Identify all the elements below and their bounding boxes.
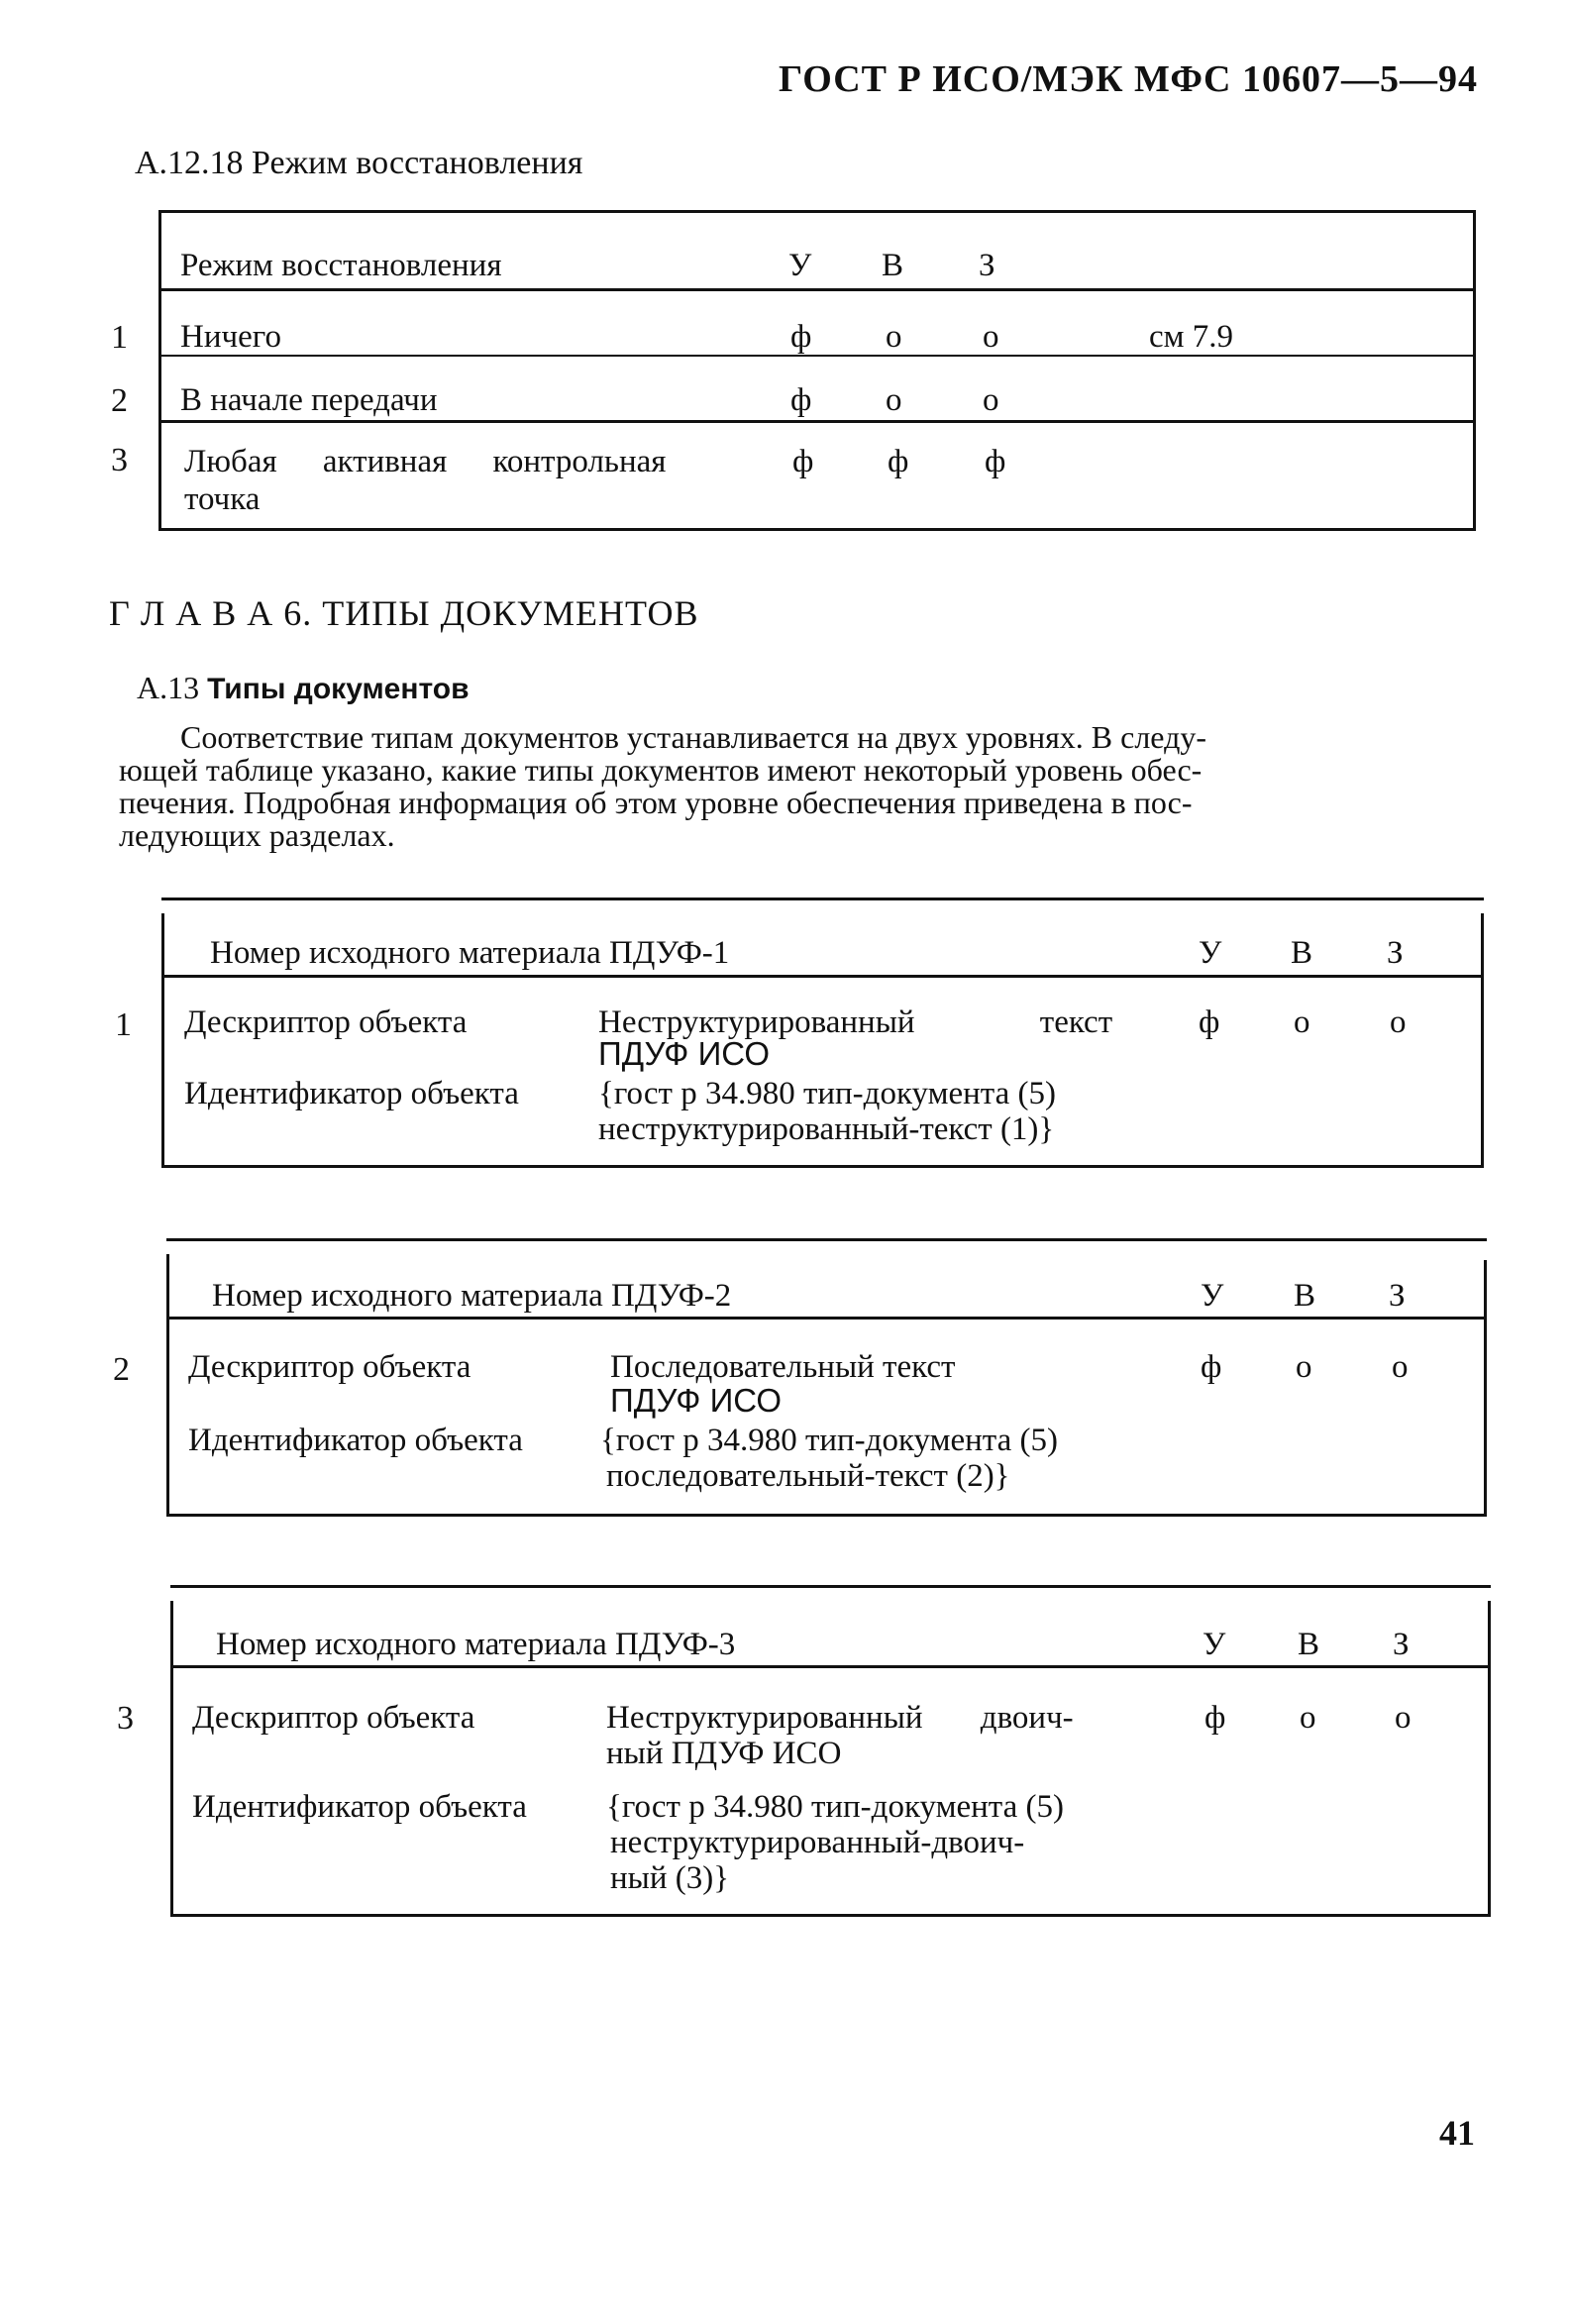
- descriptor-value: Неструктурированный двоич-: [606, 1700, 1074, 1736]
- header-v: В: [1294, 1278, 1316, 1314]
- descriptor-label: Дескриптор объекта: [188, 1349, 471, 1385]
- cell-z: о: [1395, 1700, 1412, 1736]
- table-border: [158, 210, 161, 531]
- table-header: Номер исходного материала ПДУФ-1: [210, 935, 730, 971]
- subsection-number: А.13: [137, 670, 200, 705]
- table-rule: [158, 288, 1476, 291]
- row-number: 2: [113, 1351, 130, 1388]
- row-number: 2: [111, 382, 128, 419]
- cell-z: о: [1392, 1349, 1409, 1385]
- cell-u: ф: [790, 319, 812, 355]
- table-border: [161, 913, 164, 1168]
- header-z: З: [1389, 1278, 1406, 1314]
- descriptor-label: Дескриптор объекта: [184, 1004, 468, 1040]
- table-border: [1473, 210, 1476, 531]
- table-rule: [166, 1317, 1487, 1320]
- header-v: В: [882, 248, 904, 283]
- paragraph-line: ледующих разделах.: [119, 817, 395, 853]
- cell-u: ф: [1201, 1349, 1222, 1385]
- row-label-continuation: точка: [184, 481, 261, 517]
- header-z: З: [1387, 935, 1404, 971]
- paragraph-line: печения. Подробная информация об этом уровне обеспечения приведена в пос-: [119, 785, 1193, 820]
- row-number: 1: [115, 1006, 132, 1043]
- header-u: У: [1199, 935, 1222, 971]
- identifier-value: {гост р 34.980 тип-документа (5): [600, 1423, 1058, 1458]
- cell-z: о: [983, 382, 999, 418]
- table-border: [1484, 1260, 1487, 1516]
- table-rule: [158, 355, 1476, 357]
- table-rule: [161, 975, 1484, 978]
- chapter-title: Г Л А В А 6. ТИПЫ ДОКУМЕНТОВ: [109, 593, 699, 633]
- row-label: Ничего: [180, 319, 281, 355]
- descriptor-label: Дескриптор объекта: [192, 1700, 475, 1736]
- table-rule: [170, 1665, 1491, 1668]
- identifier-value-continuation: ный (3)}: [610, 1860, 730, 1896]
- header-label: Режим восстановления: [180, 248, 502, 283]
- table-header: Номер исходного материала ПДУФ-2: [212, 1278, 732, 1314]
- identifier-value-continuation: последовательный-текст (2)}: [606, 1458, 1010, 1494]
- row-number: 3: [117, 1700, 134, 1737]
- header-v: В: [1291, 935, 1313, 971]
- table-rule: [158, 210, 1476, 213]
- descriptor-value: Неструктурированный текст: [598, 1004, 1113, 1040]
- header-u: У: [1201, 1278, 1224, 1314]
- table-rule: [170, 1914, 1491, 1917]
- identifier-value: {гост р 34.980 тип-документа (5): [598, 1076, 1056, 1111]
- cell-v: о: [1294, 1004, 1310, 1040]
- table-border: [1481, 913, 1484, 1168]
- table-rule: [161, 1165, 1484, 1168]
- cell-u: ф: [792, 444, 814, 479]
- cell-z: о: [983, 319, 999, 355]
- identifier-label: Идентификатор объекта: [184, 1076, 519, 1111]
- cell-v: о: [1300, 1700, 1316, 1736]
- row-label: Любая активная контрольная: [184, 444, 667, 479]
- identifier-value-continuation: неструктурированный-двоич-: [610, 1825, 1025, 1860]
- document-header: ГОСТ Р ИСО/МЭК МФС 10607—5—94: [778, 58, 1478, 100]
- header-z: З: [979, 248, 995, 283]
- header-z: З: [1393, 1627, 1410, 1662]
- cell-v: о: [886, 382, 902, 418]
- cell-v: ф: [888, 444, 909, 479]
- subsection-heading: [137, 670, 470, 706]
- row-number: 1: [111, 319, 128, 356]
- table-border: [1488, 1601, 1491, 1916]
- subsection-title: Типы документов: [207, 673, 470, 705]
- cell-note: см 7.9: [1149, 319, 1234, 355]
- cell-u: ф: [1199, 1004, 1220, 1040]
- cell-v: о: [886, 319, 902, 355]
- identifier-label: Идентификатор объекта: [188, 1423, 523, 1458]
- identifier-label: Идентификатор объекта: [192, 1789, 527, 1825]
- page-number: 41: [1439, 2113, 1475, 2153]
- cell-u: ф: [790, 382, 812, 418]
- section-title: А.12.18 Режим восстановления: [135, 145, 583, 181]
- table-header: Номер исходного материала ПДУФ-3: [216, 1627, 736, 1662]
- row-label: В начале передачи: [180, 382, 438, 418]
- row-number: 3: [111, 442, 128, 478]
- header-u: У: [788, 248, 812, 283]
- descriptor-value-continuation: ПДУФ ИСО: [610, 1382, 783, 1419]
- descriptor-value-continuation: ный ПДУФ ИСО: [606, 1736, 842, 1771]
- descriptor-value: Последовательный текст: [610, 1349, 956, 1385]
- table-rule: [166, 1238, 1487, 1241]
- table-rule: [161, 898, 1484, 900]
- cell-u: ф: [1204, 1700, 1226, 1736]
- paragraph-line: ющей таблице указано, какие типы документов имеют некоторый уровень обес-: [119, 752, 1203, 788]
- table-border: [166, 1254, 169, 1516]
- paragraph-line: Соответствие типам документов устанавливается на двух уровнях. В следу-: [180, 719, 1207, 755]
- table-rule: [158, 420, 1476, 423]
- identifier-value-continuation: неструктурированный-текст (1)}: [598, 1111, 1055, 1147]
- descriptor-value-continuation: ПДУФ ИСО: [598, 1035, 771, 1072]
- header-u: У: [1203, 1627, 1226, 1662]
- header-v: В: [1298, 1627, 1320, 1662]
- body-paragraph: [119, 721, 1482, 852]
- identifier-value: {гост р 34.980 тип-документа (5): [606, 1789, 1064, 1825]
- table-rule: [166, 1514, 1487, 1517]
- cell-v: о: [1296, 1349, 1312, 1385]
- table-rule: [170, 1585, 1491, 1588]
- table-rule: [158, 528, 1476, 531]
- cell-z: о: [1390, 1004, 1407, 1040]
- table-border: [170, 1601, 173, 1916]
- cell-z: ф: [985, 444, 1006, 479]
